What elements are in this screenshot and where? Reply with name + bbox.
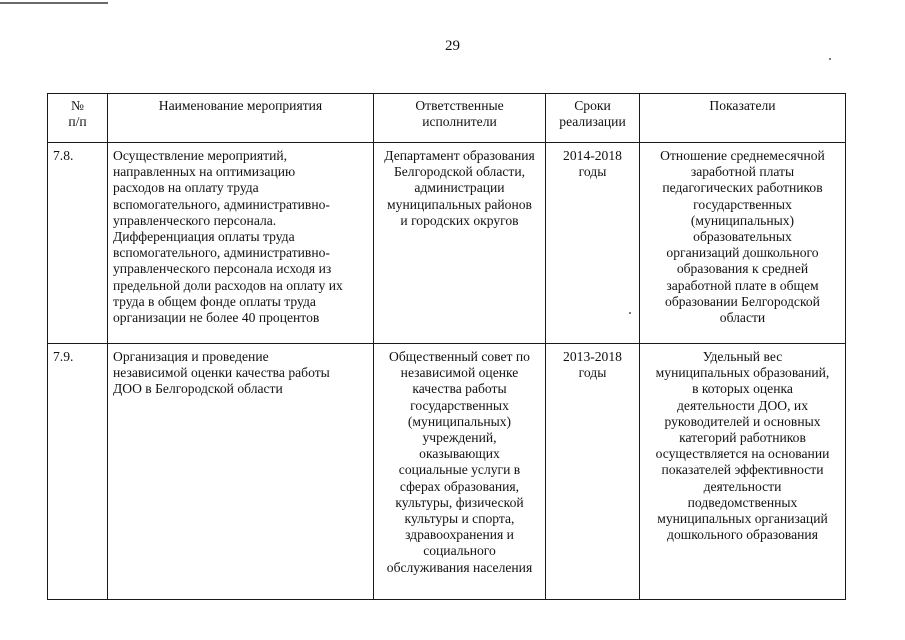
activities-table: [47, 93, 846, 600]
scan-speck: [829, 58, 831, 60]
cell-num: 7.9.: [48, 344, 108, 600]
cell-responsible: Департамент образования Белгородской области, администрации муниципальных районов и городских округов: [374, 143, 546, 344]
cell-indicators: Удельный вес муниципальных образований, в которых оценка деятельности ДОО, их руководителей и основных категорий работников осуществляется на основании показателей эффективности деятельности подведомственных муниципальных организаций дошкольного образования: [640, 344, 846, 600]
header-name: Наименование мероприятия: [108, 94, 374, 143]
header-indicators: Показатели: [640, 94, 846, 143]
header-row: [48, 94, 846, 143]
cell-term: 2013-2018 годы: [546, 344, 640, 600]
table-header: [48, 94, 846, 143]
cell-name: Организация и проведение независимой оценки качества работы ДОО в Белгородской области: [108, 344, 374, 600]
table-row: [48, 143, 846, 344]
cell-num: 7.8.: [48, 143, 108, 344]
header-responsible: Ответственные исполнители: [374, 94, 546, 143]
cell-term: 2014-2018 годы: [546, 143, 640, 344]
header-num: № п/п: [48, 94, 108, 143]
cell-indicators: Отношение среднемесячной заработной платы педагогических работников государственных (муниципальных) образовательных организаций дошкольного образования к средней заработной плате в общем образовании Белгородской области: [640, 143, 846, 344]
header-term: Сроки реализации: [546, 94, 640, 143]
table-body: [48, 143, 846, 600]
page-number: 29: [445, 38, 460, 54]
cell-responsible: Общественный совет по независимой оценке качества работы государственных (муниципальных) учреждений, оказывающих социальные услуги в сферах образования, культуры, физической культуры и спорта, здравоохранения и социального обслуживания населения: [374, 344, 546, 600]
cell-name: Осуществление мероприятий, направленных на оптимизацию расходов на оплату труда вспомогательного, административно- управленческого персонала. Дифференциация оплаты труда вспомогательного, административно- управленческого персонала исходя из предельной доли расходов на оплату их труда в общем фонде оплаты труда организации не более 40 процентов: [108, 143, 374, 344]
scan-edge-line: [0, 2, 108, 4]
table-row: [48, 344, 846, 600]
